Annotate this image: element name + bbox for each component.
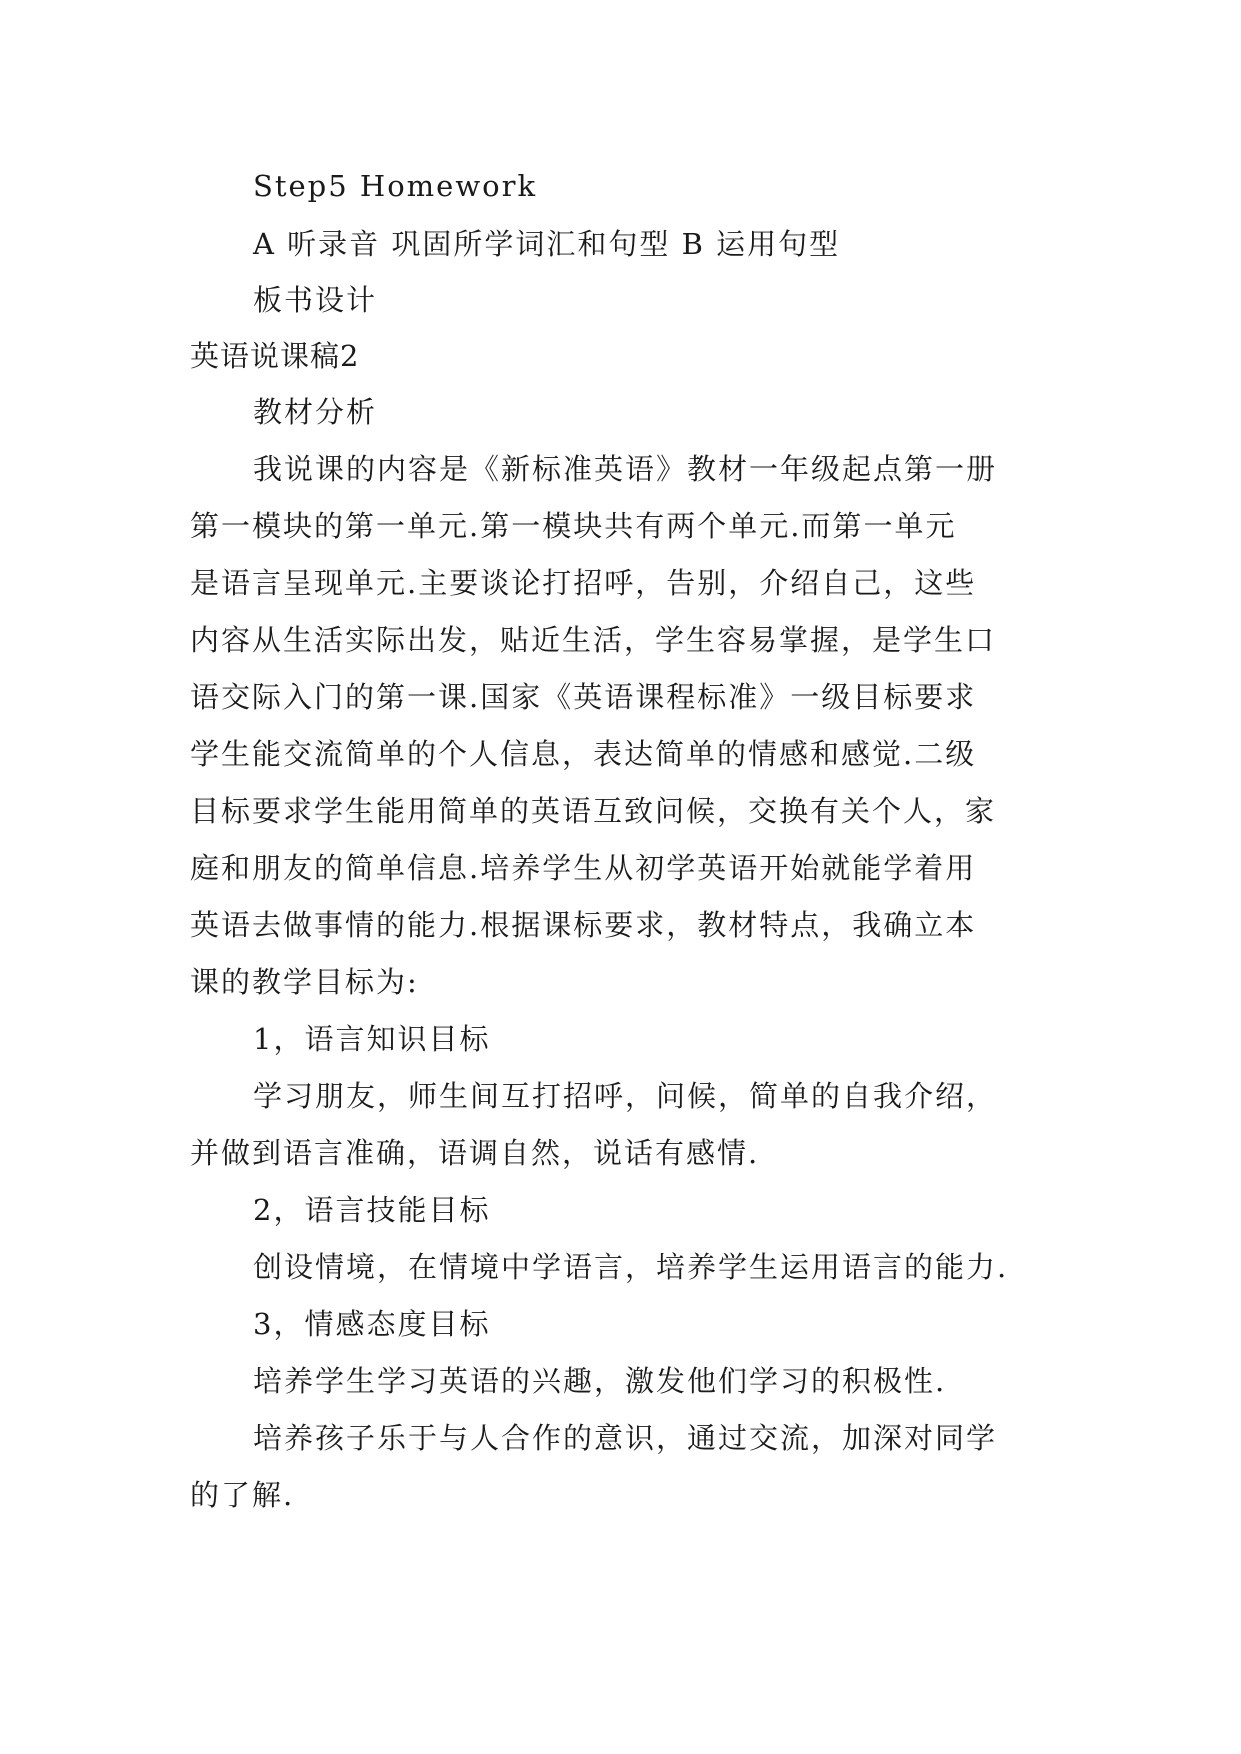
homework-task-line: A 听录音 巩固所学词汇和句型 B 运用句型: [253, 227, 841, 261]
paragraph-line: 学习朋友，师生间互打招呼，问候，简单的自我介绍，: [253, 1079, 998, 1113]
paragraph-line: 培养学生学习英语的兴趣，激发他们学习的积极性.: [253, 1364, 947, 1398]
goal-heading-1: 1，语言知识目标: [253, 1022, 491, 1056]
paragraph-line: 英语去做事情的能力.根据课标要求，教材特点，我确立本: [190, 908, 977, 942]
homework-step-line: Step5 Homework: [253, 169, 538, 203]
textbook-analysis-heading: 教材分析: [253, 395, 378, 429]
paragraph-line: 内容从生活实际出发，贴近生活，学生容易掌握，是学生口: [190, 623, 997, 657]
section-title: 英语说课稿2: [190, 339, 360, 373]
paragraph-line: 创设情境，在情境中学语言，培养学生运用语言的能力.: [253, 1250, 1009, 1284]
paragraph-line: 我说课的内容是《新标准英语》教材一年级起点第一册: [253, 452, 998, 486]
paragraph-line: 语交际入门的第一课.国家《英语课程标准》一级目标要求: [190, 680, 977, 714]
paragraph-line: 目标要求学生能用简单的英语互致问候，交换有关个人，家: [190, 794, 997, 828]
paragraph-line: 庭和朋友的简单信息.培养学生从初学英语开始就能学着用: [190, 851, 977, 885]
paragraph-line: 培养孩子乐于与人合作的意识，通过交流，加深对同学: [253, 1421, 998, 1455]
paragraph-line: 的了解.: [190, 1478, 295, 1512]
goal-heading-2: 2，语言技能目标: [253, 1193, 491, 1227]
board-design-line: 板书设计: [253, 283, 378, 317]
paragraph-line: 第一模块的第一单元.第一模块共有两个单元.而第一单元: [190, 509, 957, 543]
paragraph-line: 是语言呈现单元.主要谈论打招呼，告别，介绍自己，这些: [190, 566, 977, 600]
goal-heading-3: 3，情感态度目标: [253, 1307, 491, 1341]
paragraph-line: 并做到语言准确，语调自然，说话有感情.: [190, 1136, 760, 1170]
paragraph-line: 课的教学目标为:: [190, 965, 419, 999]
paragraph-line: 学生能交流简单的个人信息，表达简单的情感和感觉.二级: [190, 737, 977, 771]
